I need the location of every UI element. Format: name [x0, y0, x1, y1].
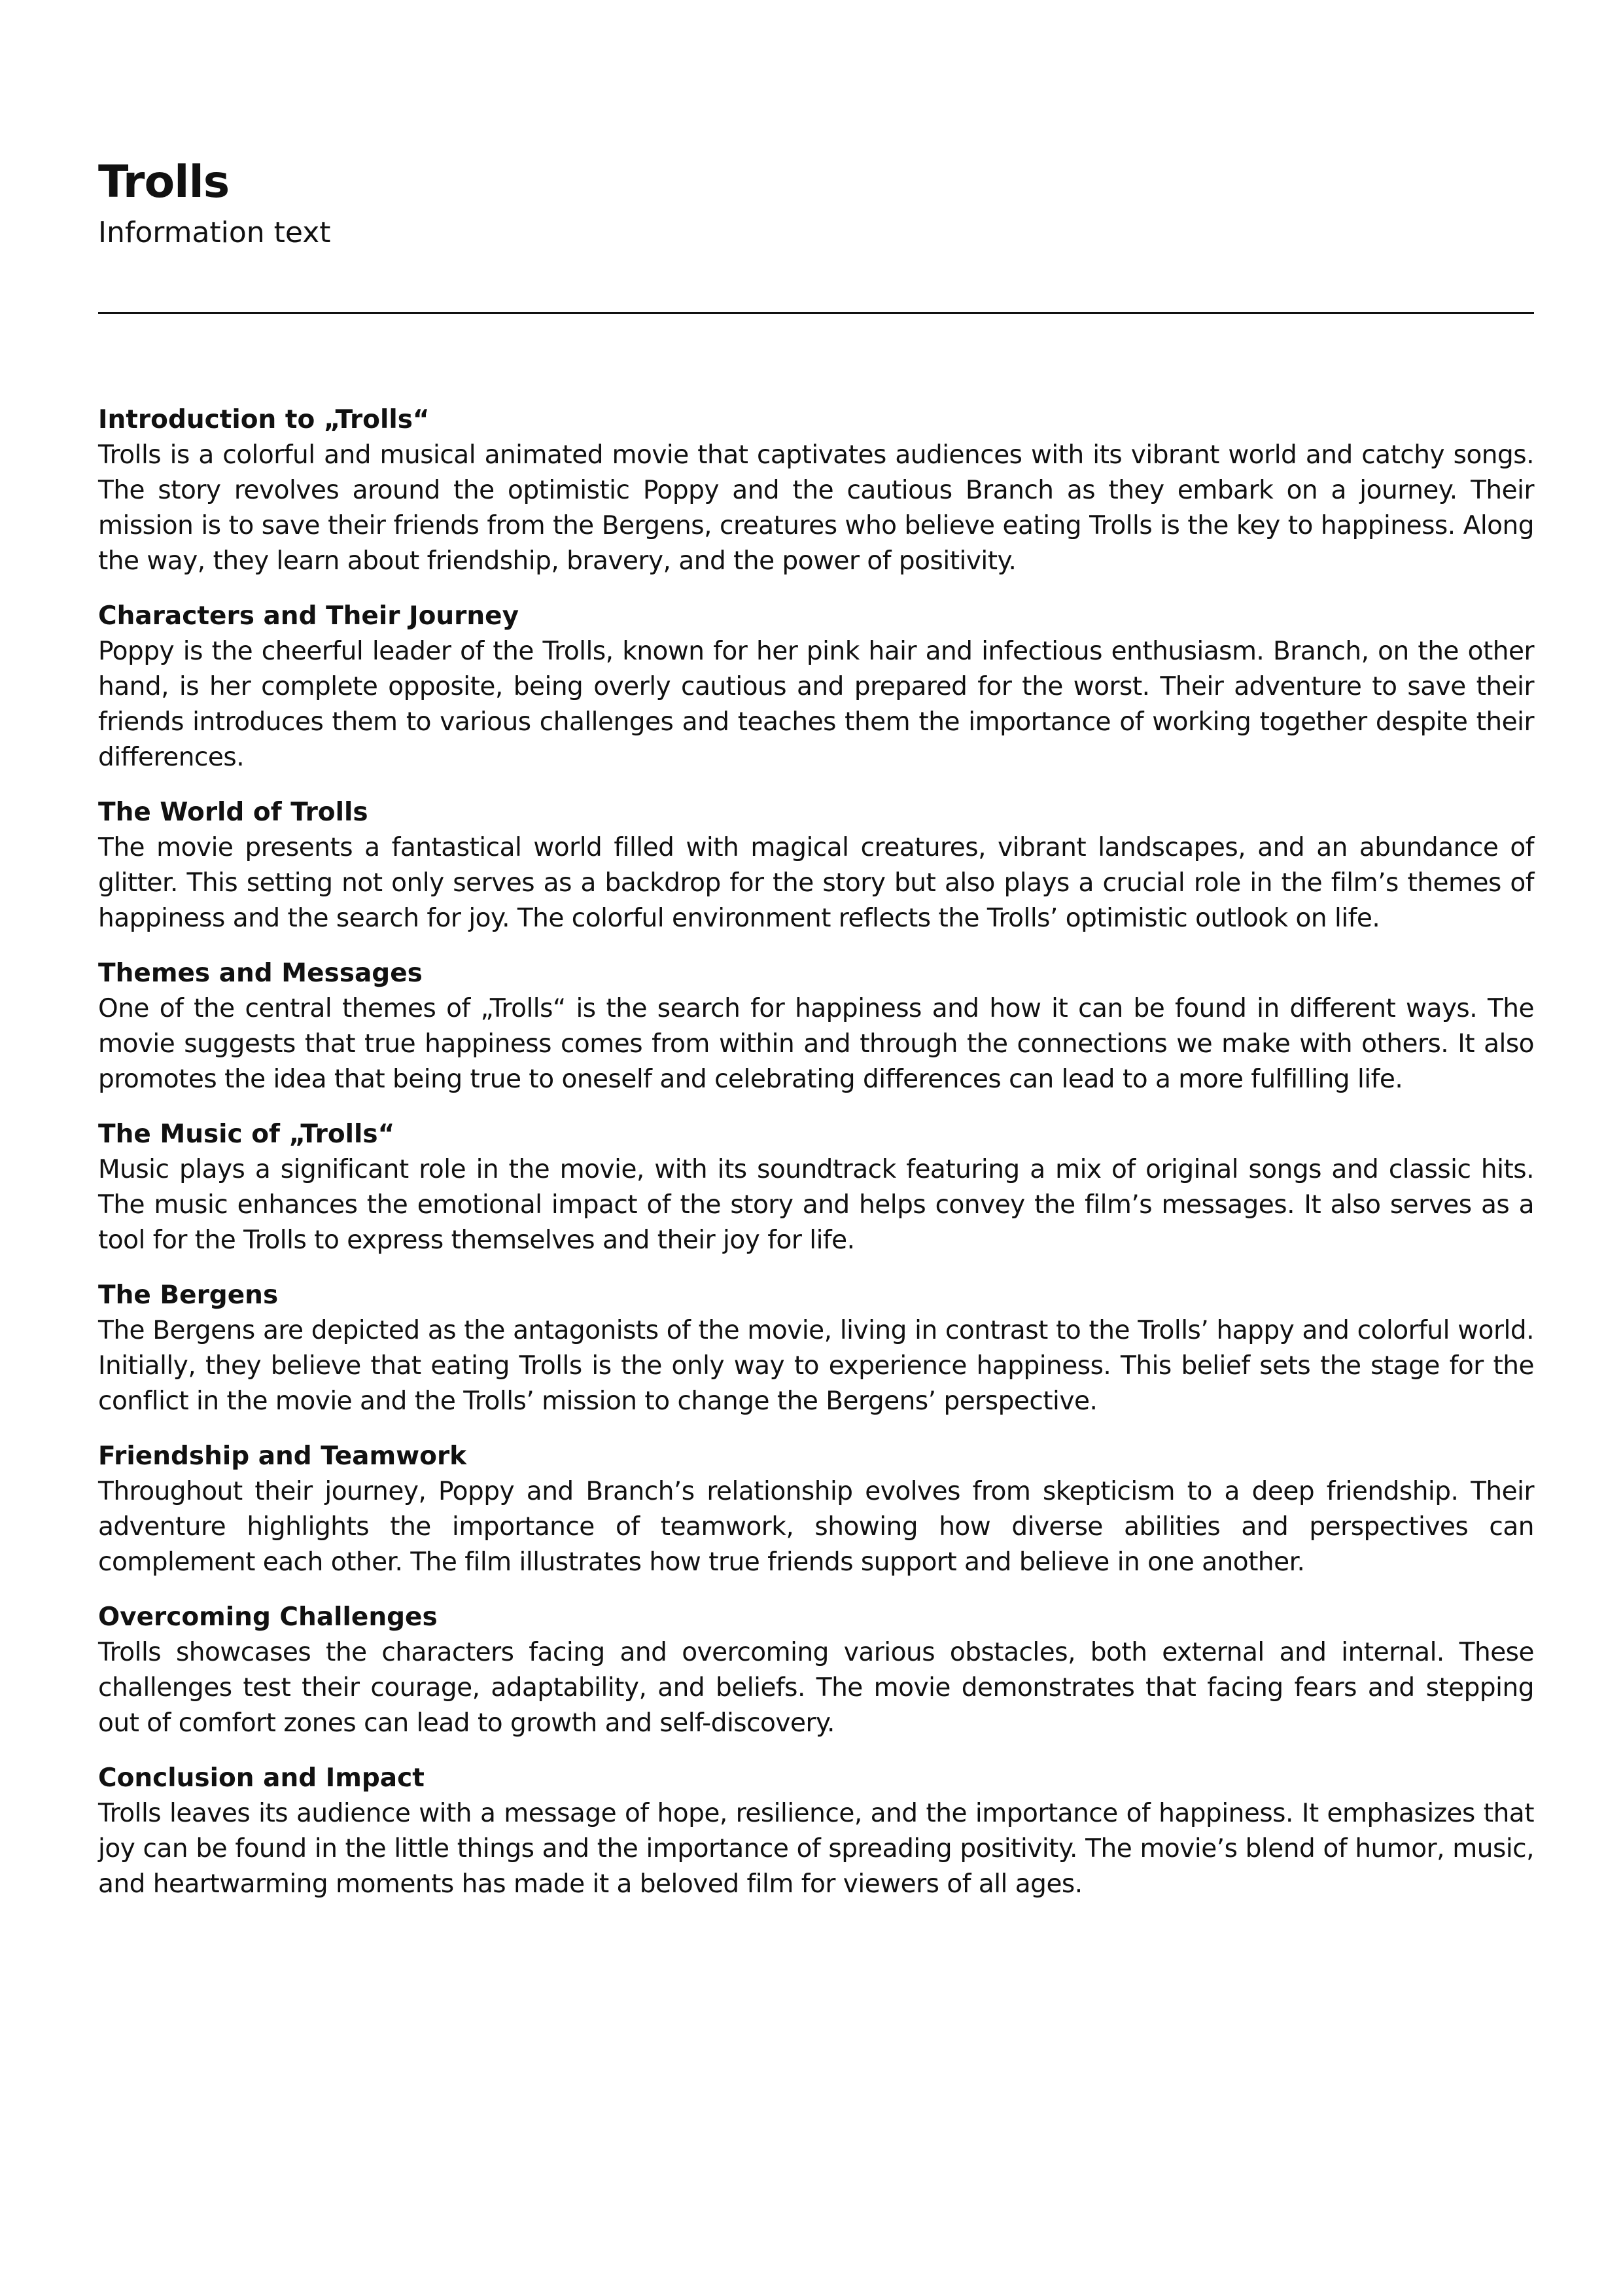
section-world — [98, 795, 1534, 936]
section-music — [98, 1117, 1534, 1258]
section-introduction — [98, 402, 1534, 579]
section-friendship — [98, 1439, 1534, 1580]
section-body: The Bergens are depicted as the antagonists of the movie, living in contrast to the Trolls’ happy and colorful world. Initially, they believe that eating Trolls is the only way to experience happiness. This belief sets the stage for the conflict in the movie and the Trolls’ mission to change the Bergens’ perspective. — [98, 1316, 1534, 1416]
section-body: Music plays a significant role in the movie, with its soundtrack featuring a mix of original songs and classic hits. The music enhances the emotional impact of the story and helps convey the film’s messages. It also serves as a tool for the Trolls to express themselves and their joy for life. — [98, 1155, 1534, 1255]
document-content — [98, 402, 1534, 1922]
section-conclusion — [98, 1761, 1534, 1902]
section-themes — [98, 956, 1534, 1097]
section-body: Throughout their journey, Poppy and Branch’s relationship evolves from skepticism to a deep friendship. Their adventure highlights the importance of teamwork, showing how diverse abilities and perspectives can complement each other. The film illustrates how true friends support and believe in one another. — [98, 1477, 1534, 1577]
section-body: Trolls leaves its audience with a message of hope, resilience, and the importance of happiness. It emphasizes that joy can be found in the little things and the importance of spreading positivity. The movie’s blend of humor, music, and heartwarming moments has made it a beloved film for viewers of all ages. — [98, 1799, 1534, 1899]
section-body: Trolls showcases the characters facing and overcoming various obstacles, both external and internal. These challenges test their courage, adaptability, and beliefs. The movie demonstrates that facing fears and stepping out of comfort zones can lead to growth and self-discovery. — [98, 1638, 1534, 1738]
section-heading: Themes and Messages — [98, 959, 423, 988]
section-heading: Characters and Their Journey — [98, 601, 519, 631]
section-heading: The Music of „Trolls“ — [98, 1120, 395, 1149]
document-subtitle: Information text — [98, 216, 331, 249]
section-characters — [98, 599, 1534, 775]
title-divider — [98, 312, 1534, 314]
document-title: Trolls — [98, 156, 230, 208]
section-heading: The Bergens — [98, 1280, 279, 1310]
section-body: Poppy is the cheerful leader of the Trolls, known for her pink hair and infectious enthusiasm. Branch, on the other hand, is her complete opposite, being overly cautious and prepared for the worst. Their adventure to save their friends introduces them to various challenges and teaches them the importance of working together despite their differences. — [98, 637, 1534, 772]
section-challenges — [98, 1600, 1534, 1741]
section-body: One of the central themes of „Trolls“ is the search for happiness and how it can be found in different ways. The movie suggests that true happiness comes from within and through the connections we make with others. It also promotes the idea that being true to oneself and celebrating differences can lead to a more fulfilling life. — [98, 994, 1534, 1094]
section-heading: Introduction to „Trolls“ — [98, 405, 430, 434]
section-body: Trolls is a colorful and musical animated movie that captivates audiences with its vibrant world and catchy songs. The story revolves around the optimistic Poppy and the cautious Branch as they embark on a journey. Their mission is to save their friends from the Bergens, creatures who believe eating Trolls is the key to happiness. Along the way, they learn about friendship, bravery, and the power of positivity. — [98, 440, 1534, 576]
section-heading: Conclusion and Impact — [98, 1763, 425, 1793]
section-heading: Friendship and Teamwork — [98, 1441, 467, 1471]
document-page — [98, 0, 1534, 2296]
section-heading: The World of Trolls — [98, 798, 368, 827]
section-heading: Overcoming Challenges — [98, 1602, 438, 1632]
section-body: The movie presents a fantastical world filled with magical creatures, vibrant landscapes, and an abundance of glitter. This setting not only serves as a backdrop for the story but also plays a crucial role in the film’s themes of happiness and the search for joy. The colorful environment reflects the Trolls’ optimistic outlook on life. — [98, 833, 1534, 933]
section-bergens — [98, 1278, 1534, 1419]
